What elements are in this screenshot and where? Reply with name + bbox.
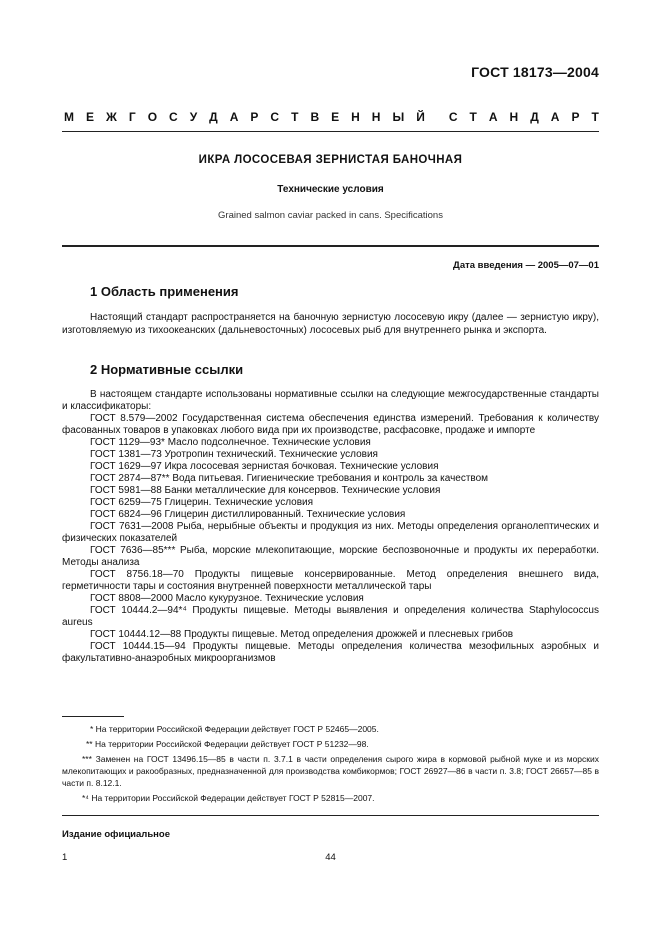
section-scope: [62, 284, 599, 337]
footnote: *⁴ На территории Российской Федерации действует ГОСТ Р 52815—2007.: [82, 793, 375, 803]
section-text: Настоящий стандарт распространяется на баночную зернистую лососевую икру (далее — зернистую икру), изготовляемую из тихоокеанских (дальневосточных) лососевых рыб для внутреннего рынка и экспорта.: [62, 312, 599, 336]
reference-item: ГОСТ 1129—93* Масло подсолнечное. Технические условия: [90, 437, 371, 448]
reference-item: ГОСТ 8.579—2002 Государственная система обеспечения единства измерений. Требования к количеству фасованных товаров в упаковках любого вида при их производстве, расфасовке, продаже и импорте: [62, 413, 599, 436]
banner-letter: О: [147, 110, 158, 124]
reference-item: ГОСТ 10444.15—94 Продукты пищевые. Методы определения количества мезофильных аэробных и факультативно-анаэробных микроорганизмов: [62, 641, 599, 664]
footnote: ** На территории Российской Федерации действует ГОСТ Р 51232—98.: [86, 739, 369, 749]
page-number-center: 44: [325, 852, 336, 863]
footnote: *** Заменен на ГОСТ 13496.15—85 в части п. 3.7.1 в части определения сырого жира в кормовой рыбной муке и из морских млекопитающих и ракообразных, предназначенной для производства комбикормов; ГОСТ 26927—86 в части п. 3.8; ГОСТ 26657—85 в части п. 8.12.1.: [62, 754, 599, 788]
bottom-divider: [62, 815, 599, 816]
reference-item: ГОСТ 8756.18—70 Продукты пищевые консервированные. Метод определения внешнего вида, герметичности тары и состояния внутренней поверхности металлической тары: [62, 569, 599, 592]
reference-item: ГОСТ 1629—97 Икра лососевая зернистая бочковая. Технические условия: [90, 461, 439, 472]
banner-letter: Р: [571, 110, 580, 124]
official-edition-label: Издание официальное: [62, 829, 170, 840]
reference-item: ГОСТ 6259—75 Глицерин. Технические условия: [90, 497, 314, 508]
reference-item: ГОСТ 2874—87** Вода питьевая. Гигиенические требования и контроль за качеством: [90, 473, 489, 484]
reference-item: ГОСТ 6824—96 Глицерин дистиллированный. Технические условия: [90, 509, 406, 520]
banner-letter: С: [270, 110, 280, 124]
page-number-left: 1: [62, 852, 68, 863]
banner-letter: А: [488, 110, 498, 124]
top-divider: [62, 131, 599, 132]
section-heading: 1 Область применения: [90, 284, 239, 299]
english-title: Grained salmon caviar packed in cans. Specifications: [218, 210, 443, 221]
banner-letter: А: [229, 110, 239, 124]
banner-letter: А: [550, 110, 560, 124]
banner-letter: Т: [469, 110, 477, 124]
reference-item: ГОСТ 10444.12—88 Продукты пищевые. Метод определения дрожжей и плесневых грибов: [90, 629, 514, 640]
banner-letter: Н: [371, 110, 381, 124]
banner-letter: Ы: [392, 110, 405, 124]
title-divider: [62, 245, 599, 247]
banner-letter: В: [310, 110, 320, 124]
reference-item: ГОСТ 7631—2008 Рыба, нерыбные объекты и продукция из них. Методы определения органолептических и физических показателей: [62, 521, 599, 544]
banner-letter: Е: [86, 110, 95, 124]
reference-item: ГОСТ 1381—73 Уротропин технический. Технические условия: [90, 449, 378, 460]
footnote: * На территории Российской Федерации действует ГОСТ Р 52465—2005.: [90, 724, 379, 734]
reference-item: ГОСТ 7636—85*** Рыба, морские млекопитающие, морские беспозвоночные и продукты их переработки. Методы анализа: [62, 545, 599, 568]
banner-letter: Т: [591, 110, 599, 124]
document-subtitle: Технические условия: [277, 184, 384, 195]
reference-item: ГОСТ 8808—2000 Масло кукурузное. Технические условия: [90, 593, 364, 604]
section-heading: 2 Нормативные ссылки: [90, 362, 244, 377]
section-intro: В настоящем стандарте использованы нормативные ссылки на следующие межгосударственные стандарты и классификаторы:: [62, 389, 599, 412]
reference-item: ГОСТ 5981—88 Банки металлические для консервов. Технические условия: [90, 485, 441, 496]
banner-letter: Г: [128, 110, 136, 124]
section-normative-references: [62, 362, 599, 665]
banner-letter: Н: [351, 110, 360, 124]
footnotes: [62, 723, 599, 807]
banner-letter: У: [189, 110, 198, 124]
banner-letter: С: [169, 110, 178, 124]
banner-letter: Н: [509, 110, 519, 124]
banner-letter: Р: [250, 110, 259, 124]
banner-letter: Д: [530, 110, 539, 124]
gost-code: ГОСТ 18173—2004: [471, 64, 599, 80]
reference-list: [62, 413, 599, 665]
banner-letter: Е: [331, 110, 340, 124]
banner-letter: Т: [291, 110, 299, 124]
banner-letter: Й: [416, 110, 425, 124]
interstate-standard-banner: [64, 110, 599, 124]
introduction-date: Дата введения — 2005—07—01: [453, 260, 599, 271]
document-title: ИКРА ЛОСОСЕВАЯ ЗЕРНИСТАЯ БАНОЧНАЯ: [198, 154, 463, 166]
banner-letter: Д: [209, 110, 218, 124]
reference-item: ГОСТ 10444.2—94*⁴ Продукты пищевые. Методы выявления и определения количества Staphylococcus aureus: [62, 605, 599, 628]
banner-letter: Ж: [106, 110, 117, 124]
banner-letter: С: [448, 110, 458, 124]
banner-letter: М: [64, 110, 74, 124]
footnote-divider: [62, 716, 124, 717]
